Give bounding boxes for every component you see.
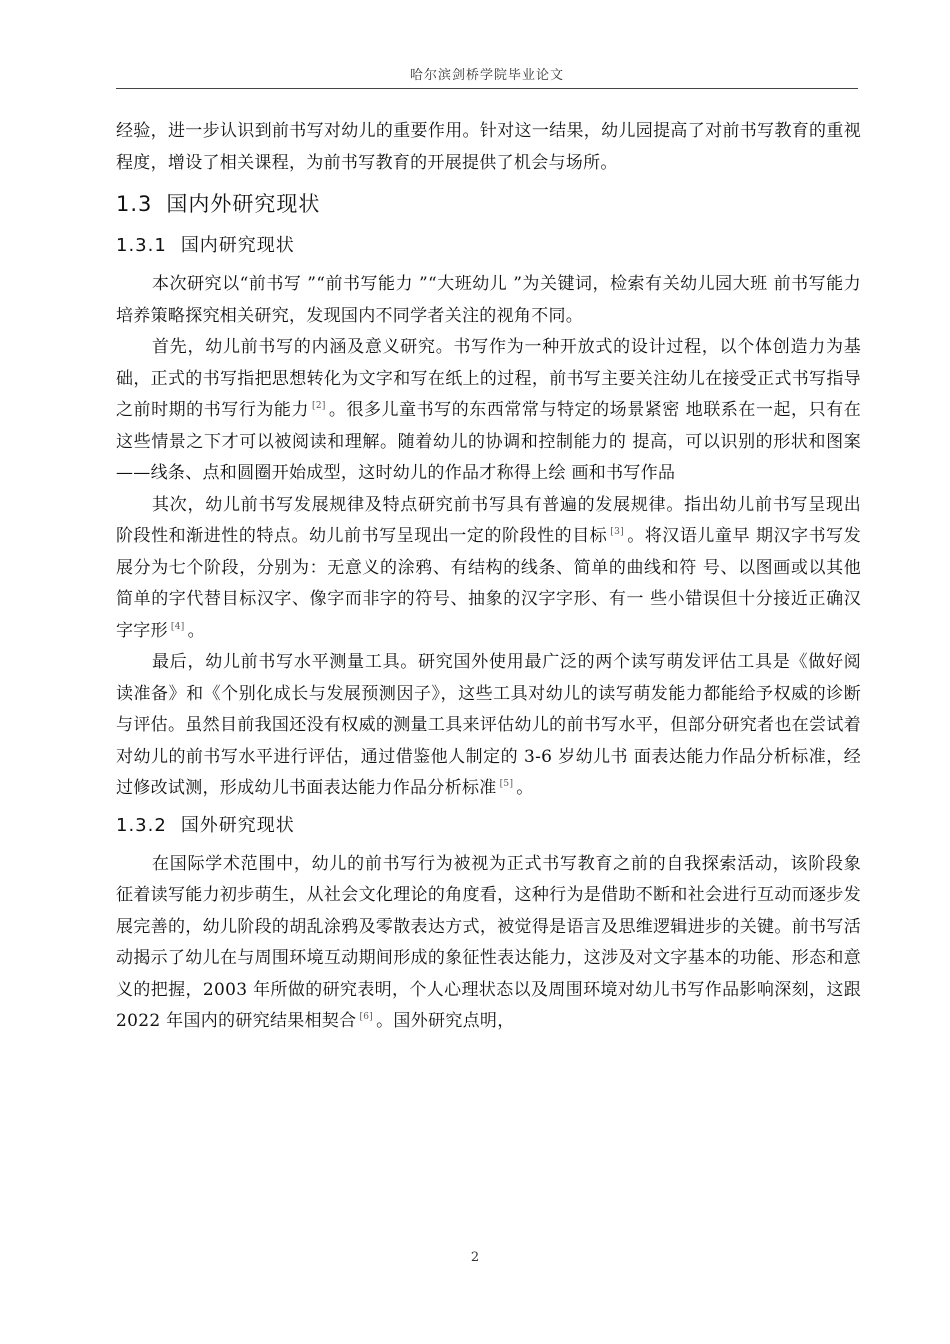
citation-ref[interactable]: [5]	[499, 779, 514, 789]
paragraph-text: 。将汉语儿童早 期汉字书写发展分为七个阶段，分别为：无意义的涂鸦、有结构的线条、简单的曲线和符 号、以图画或以其他简单的字代替目标汉字、像字而非字的符号、抽象的汉字字形、有一 些小错误但十分接近正确汉字字形	[116, 526, 861, 641]
page-header: 哈尔滨剑桥学院毕业论文	[409, 68, 564, 83]
subsection-title: 国外研究现状	[180, 814, 295, 836]
paragraph-measurement	[116, 647, 861, 805]
paragraph-text: 其次，幼儿前书写发展规律及特点研究前书写具有普遍的发展规律。指出幼儿前书写呈现出阶段性和渐进性的特点。幼儿前书写呈现出一定的阶段性的目标	[116, 494, 861, 546]
paragraph-text: 。很多儿童书写的东西常常与特定的场景紧密 地联系在一起，只有在这些情景之下才可以被阅读和理解。随着幼儿的协调和控制能力的 提高，可以识别的形状和图案——线条、点和圆圈开始成型，这时幼儿的作品才称得上绘 画和书写作品	[116, 400, 861, 483]
intro-paragraph: 经验，进一步认识到前书写对幼儿的重要作用。针对这一结果，幼儿园提高了对前书写教育的重视程度，增设了相关课程，为前书写教育的开展提供了机会与场所。	[116, 121, 861, 173]
paragraph-development	[116, 490, 861, 648]
paragraph-international	[116, 849, 861, 1038]
subsection-heading-1-3-2	[116, 809, 861, 843]
subsection-title: 国内研究现状	[180, 235, 295, 256]
paragraph-text: 。国外研究点明，	[376, 1011, 515, 1031]
paragraph-text: 在国际学术范围中，幼儿的前书写行为被视为正式书写教育之前的自我探索活动，该阶段象征着读写能力初步萌生，从社会文化理论的角度看，这种行为是借助不断和社会进行互动而逐步发展完善的，幼儿阶段的胡乱涂鸦及零散表达方式，被觉得是语言及思维逻辑进步的关键。前书写活动揭示了幼儿在与周围环境互动期间形成的象征性表达能力，这涉及对文字基本的功能、形态和意义的把握，2003 年所做的研究表明，个人心理状态以及周围环境对幼儿书写作品影响深刻，这跟 2022 年国内的研究结果相契合	[116, 853, 861, 1031]
section-title: 国内外研究现状	[166, 192, 321, 216]
section-heading-1-3	[116, 187, 861, 221]
citation-ref[interactable]: [2]	[312, 401, 326, 411]
citation-ref[interactable]: [4]	[170, 621, 185, 632]
paragraph-text: 。	[187, 620, 205, 641]
section-number: 1.3	[116, 192, 153, 216]
subsection-number: 1.3.2	[116, 814, 167, 836]
paragraph-text: 首先，幼儿前书写的内涵及意义研究。书写作为一种开放式的设计过程，以个体创造力为基础，正式的书写指把思想转化为文字和写在纸上的过程，前书写主要关注幼儿在接受正式书写指导之前时期的书写行为能力	[116, 337, 861, 420]
page-number: 2	[470, 1250, 480, 1265]
paragraph-text: 。	[516, 778, 534, 798]
subsection-number: 1.3.1	[116, 235, 167, 256]
citation-ref[interactable]: [6]	[359, 1012, 374, 1022]
page-body	[116, 116, 861, 1038]
paragraph-text: 最后，幼儿前书写水平测量工具。研究国外使用最广泛的两个读写萌发评估工具是《做好阅读准备》和《个别化成长与发展预测因子》，这些工具对幼儿的读写萌发能力都能给予权威的诊断与评估。虽然目前我国还没有权威的测量工具来评估幼儿的前书写水平，但部分研究者也在尝试着对幼儿的前书写水平进行评估，通过借鉴他人制定的 3-6 岁幼儿书 面表达能力作品分析标准，经过修改试测，形成幼儿书面表达能力作品分析标准	[116, 652, 861, 798]
paragraph-connotation	[116, 332, 861, 490]
header-divider	[116, 88, 858, 89]
citation-ref[interactable]: [3]	[610, 527, 624, 537]
paragraph-keywords: 本次研究以“前书写 ”“前书写能力 ”“大班幼儿 ”为关键词，检索有关幼儿园大班 前书写能力培养策略探究相关研究，发现国内不同学者关注的视角不同。	[116, 274, 861, 326]
subsection-heading-1-3-1	[116, 229, 861, 263]
